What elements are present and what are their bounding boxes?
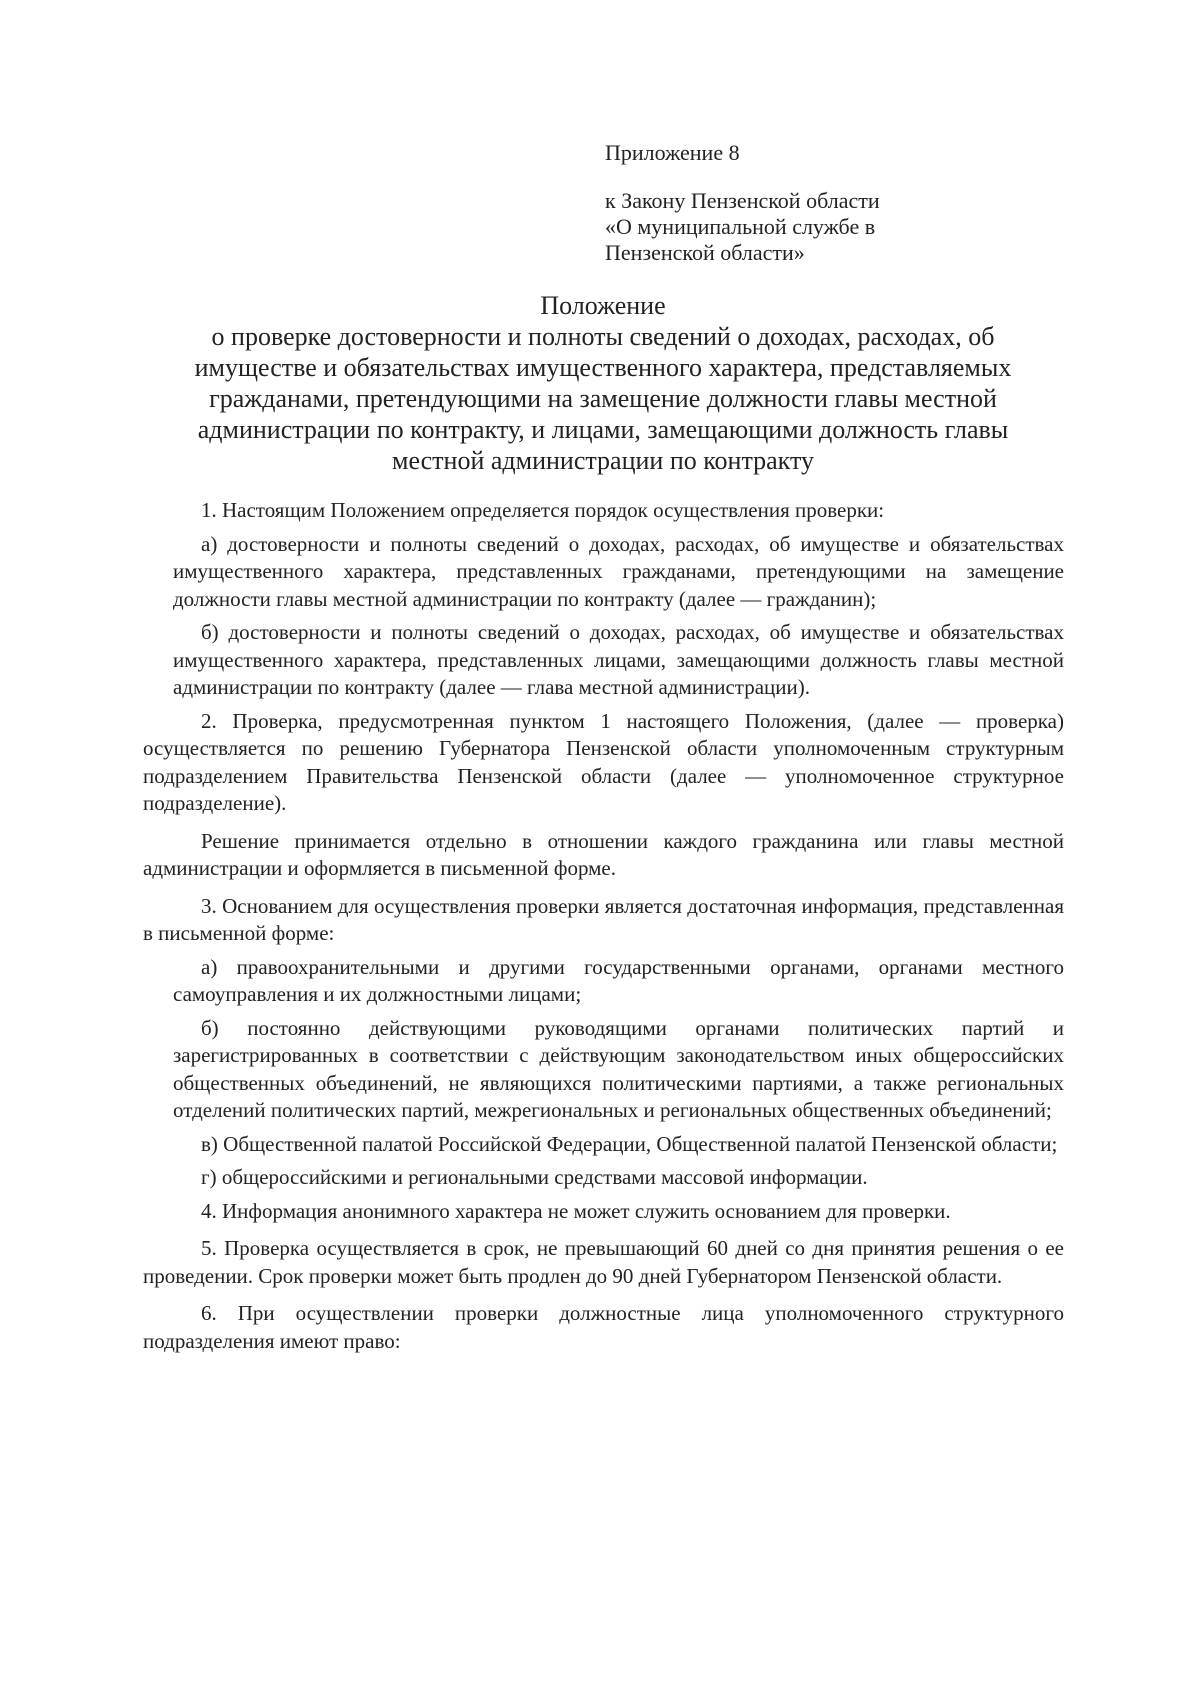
paragraph-1b: б) достоверности и полноты сведений о доходах, расходах, об имуществе и обязательствах имущественного характера, представленных лицами, замещающими должность главы местной администрации по контракту (далее — глава местной администрации). [173,620,1064,699]
paragraph-6: 6. При осуществлении проверки должностные лица уполномоченного структурного подразделения имеют право: [143,1301,1064,1353]
paragraph-3a: а) правоохранительными и другими государственными органами, органами местного самоуправления и их должностными лицами; [173,954,1064,1006]
document-heading [143,290,1063,476]
document-title: Положение [540,291,666,320]
paragraph-2-decision: Решение принимается отдельно в отношении каждого гражданина или главы местной администрации и оформляется в письменной форме. [143,828,1064,880]
paragraph-3b: б) постоянно действующими руководящими органами политических партий и зарегистрированных в соответствии с действующим законодательством иных общероссийских общественных объединений, не являющихся политическими партиями, а также региональных отделений политических партий, межрегиональных и региональных общественных объединений; [173,1015,1064,1122]
paragraph-5: 5. Проверка осуществляется в срок, не превышающий 60 дней со дня принятия решения о ее проведении. Срок проверки может быть продлен до 90 дней Губернатором Пензенской области. [143,1236,1064,1288]
paragraph-4: 4. Информация анонимного характера не может служить основанием для проверки. [201,1198,951,1223]
paragraph-3v: в) Общественной палатой Российской Федерации, Общественной палатой Пензенской области; [201,1131,1058,1156]
paragraph-3g: г) общероссийскими и региональными средствами массовой информации. [201,1165,868,1189]
paragraph-1: 1. Настоящим Положением определяется порядок осуществления проверки: [201,498,885,522]
appendix-number: Приложение 8 [605,140,740,165]
paragraph-1a: а) достоверности и полноты сведений о доходах, расходах, об имуществе и обязательствах имущественного характера, представленных гражданами, претендующими на замещение должности главы местной администрации по контракту (далее — гражданин); [173,531,1064,611]
paragraph-3: 3. Основанием для осуществления проверки является достаточная информация, представленная в письменной форме: [143,893,1064,945]
document-subtitle: о проверке достоверности и полноты сведений о доходах, расходах, об имуществе и обязательствах имущественного характера, представляемых гражданами, претендующими на замещение должности главы местной администрации по контракту, и лицами, замещающими должность главы местной администрации по контракту [194,322,1012,475]
appendix-header [605,140,1065,266]
document-body [143,497,1064,1365]
appendix-law-reference: к Закону Пензенской области «О муниципальной службе в Пензенской области» [605,188,880,265]
paragraph-2: 2. Проверка, предусмотренная пунктом 1 настоящего Положения, (далее — проверка) осуществляется по решению Губернатора Пензенской области уполномоченным структурным подразделением Правительства Пензенской области (далее — уполномоченное структурное подразделение). [143,708,1064,815]
